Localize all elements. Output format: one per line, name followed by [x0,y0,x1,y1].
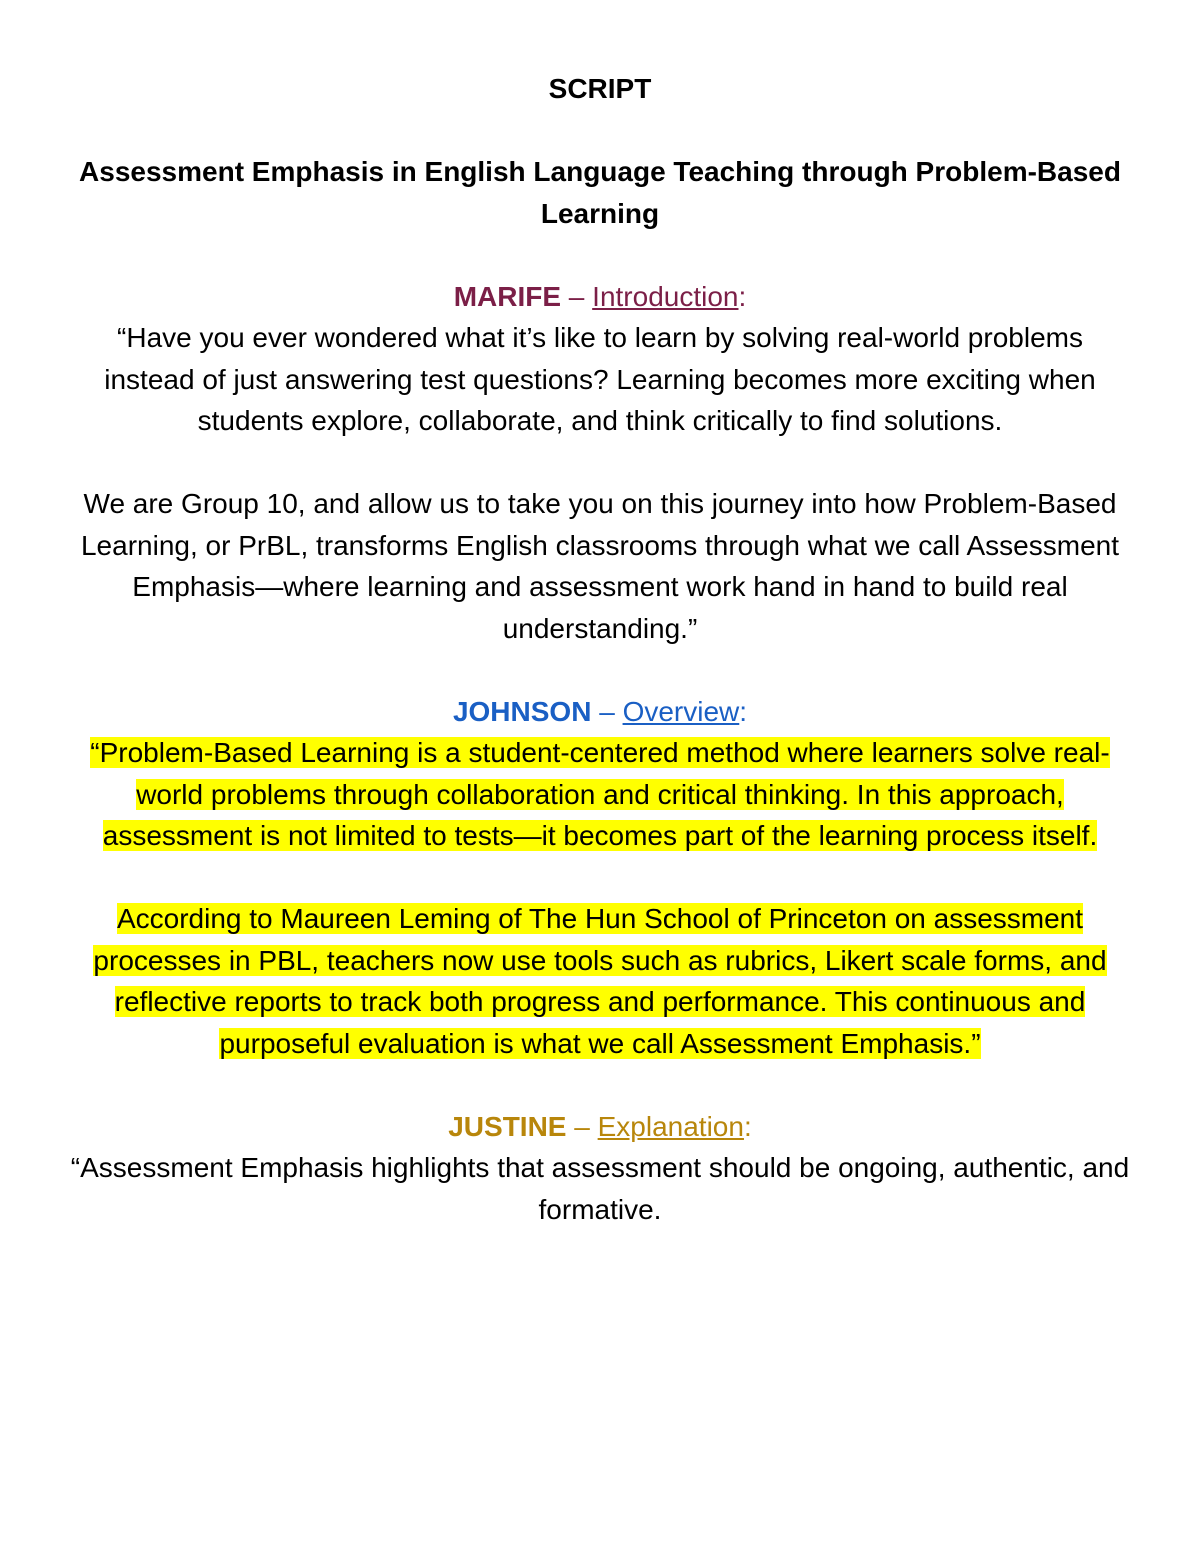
speaker-heading [70,276,1130,318]
document-page [70,68,1130,1230]
script-paragraph: “Assessment Emphasis highlights that assessment should be ongoing, authentic, and formative. [70,1152,1130,1225]
section-justine [70,1106,1130,1231]
speaker-colon: : [743,1110,752,1142]
speaker-role: Explanation [597,1110,744,1142]
section-marife [70,276,1130,650]
speaker-role: Overview [622,695,740,727]
highlighted-paragraph [70,732,1130,857]
speaker-heading [70,691,1130,733]
speaker-dash: – [566,1110,598,1142]
speaker-dash: – [561,280,593,312]
speaker-role: Introduction [592,280,739,312]
script-paragraph: We are Group 10, and allow us to take you on this journey into how Problem-Based Learning, or PrBL, transforms English classrooms through what we call Assessment Emphasis—where learning and assessment work hand in hand to build real understanding.” [80,488,1119,644]
script-paragraph: “Have you ever wondered what it’s like to learn by solving real-world problems instead of just answering test questions? Learning becomes more exciting when students explore, collaborate, and think critically to find solutions. [104,322,1096,436]
highlighted-paragraph [70,898,1130,1064]
speaker-colon: : [738,280,747,312]
highlighted-text: According to Maureen Leming of The Hun School of Princeton on assessment processes in PBL, teachers now use tools such as rubrics, Likert scale forms, and reflective reports to track both progress and performance. This continuous and purposeful evaluation is what we call Assessment Emphasis.” [93,903,1107,1059]
speaker-name: MARIFE [453,280,562,312]
section-johnson [70,691,1130,1065]
speaker-name: JOHNSON [452,695,592,727]
speaker-dash: – [591,695,623,727]
highlighted-text: “Problem-Based Learning is a student-centered method where learners solve real-world problems through collaboration and critical thinking. In this approach, assessment is not limited to tests—it becomes part of the learning process itself. [90,737,1110,851]
speaker-heading [70,1106,1130,1148]
document-label: SCRIPT [548,73,652,104]
speaker-name: JUSTINE [448,1110,567,1142]
speaker-colon: : [739,695,748,727]
document-title: Assessment Emphasis in English Language Teaching through Problem-Based Learning [79,156,1121,229]
